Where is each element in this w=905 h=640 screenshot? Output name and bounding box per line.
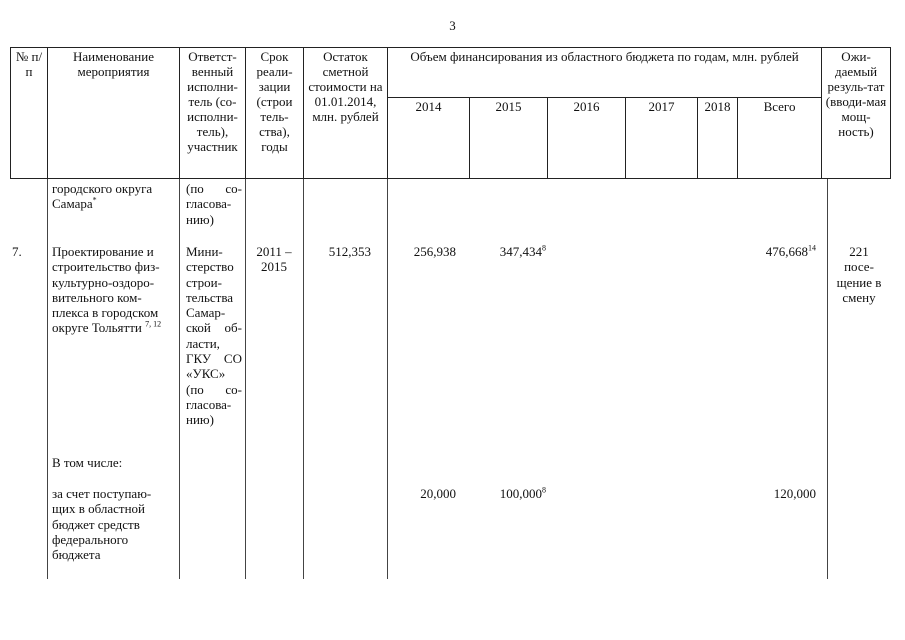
federal-2014: 20,000 — [420, 486, 456, 501]
header-year-2018: 2018 — [698, 98, 738, 179]
cont-name: городского округа Самара* — [52, 181, 153, 212]
header-total: Всего — [738, 98, 822, 179]
federal-total: 120,000 — [773, 486, 816, 501]
header-term: Срок реали-зации (строи тель-ства), годы — [246, 48, 304, 179]
row7-result: 221 посе- щение в смену — [836, 244, 882, 305]
row7-num: 7. — [12, 244, 22, 259]
header-num: № п/п — [11, 48, 48, 179]
row7-name: Проектирование и строительство физ- культурно-оздоро- вительного ком- плекса в городском округе Тольятти $^{7, 12}$ — [52, 244, 162, 336]
cont-responsible: (по со- гласова- нию) — [186, 181, 242, 227]
column-line — [179, 179, 180, 579]
column-line — [303, 179, 304, 579]
header-year-2014: 2014 — [388, 98, 470, 179]
header-remaining-cost: Остаток сметной стоимости на 01.01.2014, млн. рублей — [304, 48, 388, 179]
column-line — [827, 179, 828, 579]
federal-name: за счет поступаю- щих в областной бюджет средств федерального бюджета — [52, 486, 152, 563]
page-number: 3 — [449, 18, 456, 33]
header-year-2017: 2017 — [626, 98, 698, 179]
row7-responsible: Мини- стерство строи- тельства Самар- ской об- ласти, ГКУ СО «УКС» (по со- гласова- нию) — [186, 244, 242, 428]
row7-2015: 347,434$^8$ — [499, 243, 546, 259]
header-year-2015: 2015 — [470, 98, 548, 179]
table-header — [10, 47, 891, 179]
row7-2014: 256,938 — [413, 244, 456, 259]
row7-term: 2011 – 2015 — [256, 244, 292, 275]
header-name: Наименование мероприятия — [48, 48, 180, 179]
federal-2015: 100,000$^8$ — [499, 485, 546, 501]
header-result: Ожи-даемый резуль-тат (вводи-мая мощ-ность) — [822, 48, 891, 179]
header-responsible: Ответст-венный исполни-тель (со-исполни-тель), участник — [180, 48, 246, 179]
including-label: В том числе: — [52, 455, 123, 470]
column-line — [47, 179, 48, 579]
row7-remaining-cost: 512,353 — [328, 244, 371, 259]
header-funding: Объем финансирования из областного бюджета по годам, млн. рублей — [388, 48, 822, 98]
column-line — [245, 179, 246, 579]
column-line — [387, 179, 388, 579]
row7-total: 476,668$^{14}$ — [765, 243, 816, 259]
header-year-2016: 2016 — [548, 98, 626, 179]
